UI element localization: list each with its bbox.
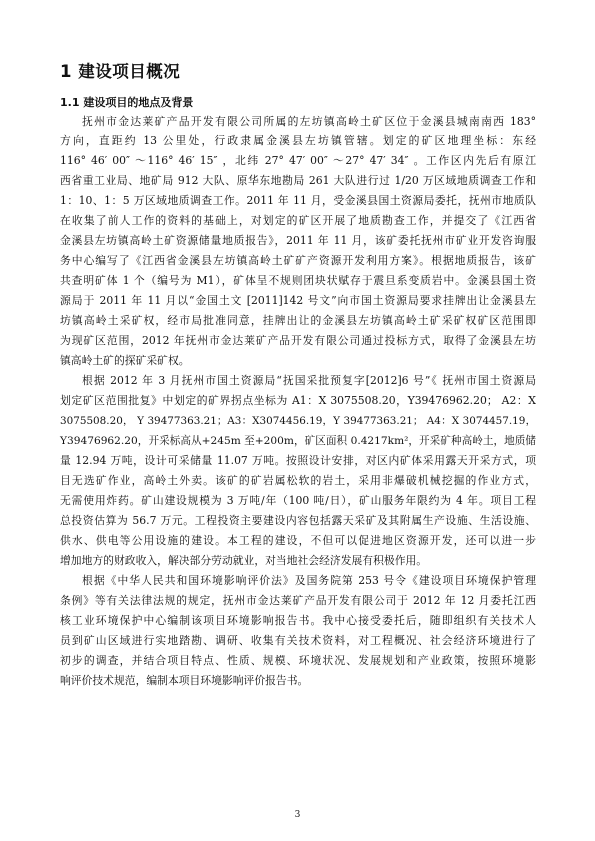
section-title: 1 建设项目概况 (60, 62, 181, 81)
paragraph-line: 供水、供电等公用设施的建设。本工程的建设，不但可以促进地区资源开发，还可以进一步 (60, 534, 536, 547)
paragraph-line: 116° 46′ 00″ ～116° 46′ 15″ ，北纬 27° 47′ 00″ ～27° 47′ 34″ 。工作区内先后有原江 (60, 154, 536, 167)
paragraph-line: 无需使用炸药。矿山建设规模为 3 万吨/年（100 吨/日），矿山服务年限约为 4 年。项目工程 (60, 494, 536, 507)
paragraph-line: 务中心编写了《江西省金溪县左坊镇高岭土矿矿产资源开发利用方案》。根据地质报告，该矿 (60, 254, 536, 267)
paragraph-line: 根据 2012 年 3 月抚州市国土资源局“抚国采批预复字[2012]6 号”《 抚州市国土资源局 (82, 374, 536, 387)
paragraph-line: 坊镇高岭土采矿权，经市局批准同意，挂牌出让的金溪县左坊镇高岭土矿采矿权矿区范围即 (60, 314, 536, 327)
paragraph-line: 1：10、1：5 万区域地质调查工作。2011 年 11 月，受金溪县国土资源局委托，抚州市地质队 (60, 194, 536, 207)
paragraph-line: 量 12.94 万吨，设计可采储量 11.07 万吨。按照设计安排，对区内矿体采用露天开采方式，项 (60, 454, 536, 467)
paragraph-line: 核工业环境保护中心编制该项目环境影响报告书。我中心接受委托后，随即组织有关技术人 (60, 614, 536, 627)
paragraph-line: 总投资估算为 56.7 万元。工程投资主要建设内容包括露天采矿及其附属生产设施、生活设施、 (60, 514, 536, 527)
paragraph-line: 响评价技术规范，编制本项目环境影响评价报告书。 (60, 674, 309, 687)
paragraph-line: 员到矿山区域进行实地踏勘、调研、收集有关技术资料，对工程概况、社会经济环境进行了 (60, 634, 536, 647)
paragraph-line: 为现矿区范围，2012 年抚州市金达莱矿产品开发有限公司通过投标方式，取得了金溪县左坊 (60, 334, 536, 347)
paragraph-line: 共查明矿体 1 个（编号为 M1），矿体呈不规则团块状赋存于震旦系变质岩中。金溪县国土资 (60, 274, 536, 287)
paragraph-line: 增加地方的财政收入，解决部分劳动就业，对当地社会经济发展有积极作用。 (60, 554, 428, 567)
paragraph-line: 西省重工业局、地矿局 912 大队、原华东地勘局 261 大队进行过 1/20 万区域地质调查工作和 (60, 174, 536, 187)
paragraph-line: 根据《中华人民共和国环境影响评价法》及国务院第 253 号令《建设项目环境保护管理 (82, 574, 536, 587)
paragraph-line: 方向，直距约 13 公里处，行政隶属金溪县左坊镇管辖。划定的矿区地理坐标：东经 (60, 134, 536, 147)
paragraph-line: 抚州市金达莱矿产品开发有限公司所属的左坊镇高岭土矿区位于金溪县城南南西 183° (82, 115, 536, 128)
page-number: 3 (294, 810, 301, 820)
paragraph-line: 目无选矿作业，高岭土外卖。该矿的矿岩属松软的岩土，采用非爆破机械挖掘的作业方式， (60, 474, 536, 487)
subsection-title: 1.1 建设项目的地点及背景 (60, 96, 194, 109)
paragraph-line: 镇高岭土矿的探矿采矿权。 (60, 354, 190, 367)
paragraph-line: Y39476962.20，开采标高从+245m 至+200m，矿区面积 0.4217km²，开采矿种高岭土，地质储 (60, 435, 536, 447)
paragraph-line: 金溪县左坊镇高岭土矿资源储量地质报告》，2011 年 11 月，该矿委托抚州市矿业开发咨询服 (60, 234, 536, 247)
paragraph-line: 划定矿区范围批复》中划定的矿界拐点坐标为 A1：X 3075508.20，Y39476962.20； A2：X (60, 394, 536, 407)
paragraph-line: 在收集了前人工作的资料的基础上，对划定的矿区开展了地质勘查工作，并提交了《江西省 (60, 214, 536, 227)
paragraph-line: 初步的调查，并结合项目特点、性质、规模、环境状况、发展规划和产业政策，按照环境影 (60, 654, 536, 667)
paragraph-line: 源局于 2011 年 11 月以“金国土文 [2011]142 号文”向市国土资源局要求挂牌出让金溪县左 (60, 294, 536, 307)
paragraph-line: 条例》等有关法律法规的规定，抚州市金达莱矿产品开发有限公司于 2012 年 12 月委托江西 (60, 594, 536, 607)
paragraph-line: 3075508.20， Y 39477363.21；A3：X3074456.19，Y 39477363.21； A4：X 3074457.19， (60, 415, 536, 427)
